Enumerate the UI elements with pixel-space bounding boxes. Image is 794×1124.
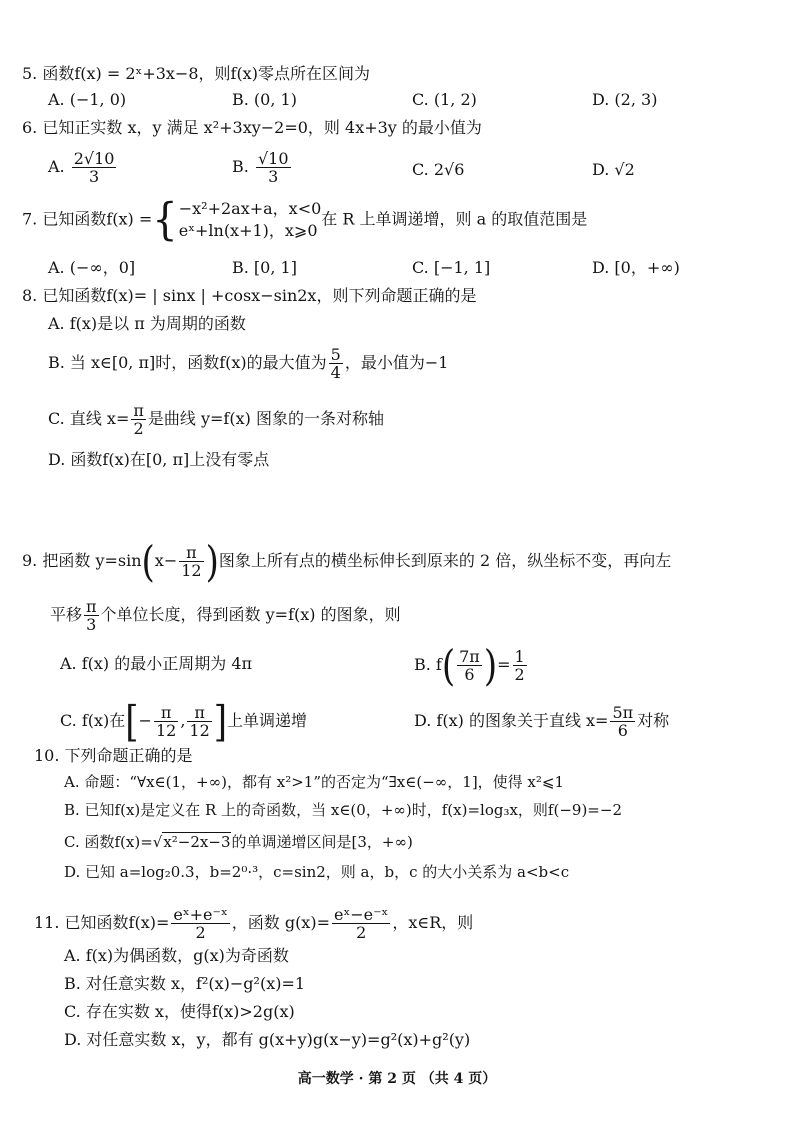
q8-option-b [48, 346, 448, 381]
q5-option-b: B. (0, 1) [232, 90, 297, 109]
piecewise-cases [179, 198, 322, 242]
q9-stem-fraction [179, 544, 203, 579]
q11-option-d: D. 对任意实数 x，y，都有 g(x+y)g(x−y)=g²(x)+g²(y) [64, 1030, 471, 1049]
q8-option-c-text: C. 直线 x= [48, 409, 130, 428]
q8-option-b-fraction [329, 346, 343, 381]
right-paren: ) [483, 640, 498, 691]
q10-option-b: B. 已知f(x)是定义在 R 上的奇函数，当 x∈(0，+∞)时，f(x)=log₃x，则f(−9)=−2 [64, 801, 622, 819]
left-paren: ( [141, 536, 155, 587]
q10-option-c [64, 832, 413, 852]
fraction-denominator: 6 [464, 665, 475, 684]
q11-option-b: B. 对任意实数 x，f²(x)−g²(x)=1 [64, 974, 306, 993]
minus-sign: − [138, 711, 152, 730]
fraction-numerator: 2√10 [73, 149, 115, 168]
fraction-numerator: eˣ+e⁻ˣ [173, 905, 228, 924]
q9-option-d-suffix: 对称 [637, 711, 670, 730]
q11-stem-middle: ，函数 g(x)= [231, 913, 330, 932]
q10-option-a: A. 命题：“∀x∈(1，+∞)，都有 x²>1”的否定为“∃x∈(−∞，1]，使得 x²⩽1 [64, 773, 565, 791]
right-bracket: ] [213, 696, 228, 747]
q9-stem-suffix: 图象上所有点的横坐标伸长到原来的 2 倍，纵坐标不变，再向左 [218, 551, 672, 570]
sqrt-symbol: √ [152, 833, 163, 851]
q8-option-a: A. f(x)是以 π 为周期的函数 [48, 314, 246, 333]
q5-option-a: A. (−1, 0) [48, 90, 127, 109]
q8-option-b-tail: ，最小值为−1 [344, 353, 449, 372]
q9-option-b [414, 640, 529, 691]
q8-option-c-fraction [131, 402, 146, 437]
fraction-denominator: 2 [133, 419, 144, 438]
fraction-denominator: 2 [195, 923, 206, 942]
piecewise-case-2: eˣ+ln(x+1)，x⩾0 [178, 221, 318, 240]
q10-stem: 10. 下列命题正确的是 [34, 746, 193, 765]
right-paren: ) [205, 536, 219, 587]
q9-stem-line2 [50, 598, 401, 633]
q6-option-b [232, 150, 293, 185]
q11-f-fraction [171, 906, 229, 941]
q11-option-a: A. f(x)为偶函数，g(x)为奇函数 [64, 946, 289, 965]
q8-option-b-text: B. 当 x∈[0, π]时，函数f(x)的最大值为 [48, 353, 327, 372]
fraction-numerator: 5 [330, 345, 341, 364]
q11-stem-suffix: ，x∈R，则 [392, 913, 474, 932]
q7-option-d: D. [0，+∞) [592, 258, 680, 277]
fraction-numerator: π [179, 544, 203, 562]
q11-g-fraction [332, 906, 390, 941]
q5-option-c: C. (1, 2) [412, 90, 477, 109]
q5-option-d: D. (2, 3) [592, 90, 658, 109]
page-footer: 高一数学 · 第 2 页 （共 4 页） [297, 1071, 497, 1087]
q7-stem [22, 194, 588, 246]
q9-option-d-fraction [610, 704, 635, 739]
q6-option-a-label: A. [48, 157, 65, 176]
q9-stem-prefix: 9. 把函数 y=sin [22, 551, 142, 570]
piecewise-case-1: −x²+2ax+a，x<0 [178, 199, 322, 218]
q11-stem [34, 906, 473, 941]
q7-option-b: B. [0, 1] [232, 258, 297, 277]
fraction-numerator: π [187, 704, 211, 722]
sqrt-radicand: x²−2x−3 [163, 833, 231, 851]
q6-option-a [48, 150, 118, 185]
fraction-numerator: 1 [514, 647, 525, 666]
fraction-numerator: eˣ−e⁻ˣ [333, 905, 389, 924]
q7-option-a: A. (−∞，0] [48, 258, 136, 277]
q8-stem: 8. 已知函数f(x)= | sinx | +cosx−sin2x，则下列命题正确的是 [22, 286, 477, 305]
q6-option-a-fraction [72, 150, 117, 185]
q9-stem [22, 536, 672, 587]
q7-stem-suffix: 在 R 上单调递增，则 a 的取值范围是 [321, 209, 588, 229]
q9-option-b-inner-fraction [457, 648, 482, 683]
fraction-denominator: 2 [514, 665, 525, 684]
piecewise-brace: { [152, 194, 178, 246]
fraction-denominator: 2 [356, 923, 367, 942]
q6-option-b-fraction [256, 150, 291, 185]
fraction-numerator: 5π [612, 703, 634, 722]
fraction-denominator: 6 [617, 721, 628, 740]
q9-option-c-prefix: C. f(x)在 [60, 711, 126, 730]
comma: , [180, 711, 186, 730]
fraction-denominator: 12 [189, 721, 210, 740]
fraction-numerator: 7π [459, 647, 480, 666]
q9-option-d-prefix: D. f(x) 的图象关于直线 x= [414, 711, 609, 730]
q6-option-b-label: B. [232, 157, 249, 176]
q9-option-c-suffix: 上单调递增 [227, 711, 308, 730]
q9-option-b-prefix: B. f [414, 655, 442, 674]
q6-stem: 6. 已知正实数 x，y 满足 x²+3xy−2=0，则 4x+3y 的最小值为 [22, 118, 482, 137]
q9-option-c [60, 696, 308, 747]
fraction-numerator: π [154, 704, 178, 722]
fraction-denominator: 3 [86, 615, 97, 634]
fraction-denominator: 3 [268, 167, 279, 186]
q11-stem-prefix: 11. 已知函数f(x)= [34, 913, 170, 932]
q10-option-d: D. 已知 a=log₂0.3，b=2⁰·³，c=sin2，则 a，b，c 的大小关系为 a<b<c [64, 863, 570, 881]
q9-line2-prefix: 平移 [50, 605, 83, 624]
q8-option-c [48, 402, 384, 437]
q9-stem-inner: x− [154, 551, 178, 570]
left-bracket: [ [125, 696, 139, 747]
equals-sign: = [497, 655, 511, 674]
q6-option-c: C. 2√6 [412, 160, 465, 179]
q6-option-d: D. √2 [592, 160, 635, 179]
q7-option-c: C. [−1, 1] [412, 258, 491, 277]
fraction-denominator: 4 [330, 363, 341, 382]
q9-line2-fraction [84, 598, 99, 633]
q8-option-c-tail: 是曲线 y=f(x) 图象的一条对称轴 [147, 409, 384, 428]
q10-option-c-prefix: C. 函数f(x)= [64, 833, 153, 851]
fraction-numerator: π [86, 597, 97, 616]
q11-option-c: C. 存在实数 x，使得f(x)>2g(x) [64, 1002, 295, 1021]
fraction-denominator: 12 [155, 721, 177, 740]
left-paren: ( [441, 640, 456, 691]
fraction-numerator: √10 [257, 149, 289, 168]
q9-option-b-value-fraction [513, 648, 527, 683]
q9-option-d [414, 704, 669, 739]
fraction-numerator: π [133, 401, 144, 420]
q9-option-a: A. f(x) 的最小正周期为 4π [60, 654, 253, 673]
q9-option-c-fraction-1 [154, 704, 178, 739]
q10-option-c-suffix: 的单调递增区间是[3，+∞) [231, 833, 413, 851]
fraction-denominator: 12 [181, 561, 202, 580]
q5-stem: 5. 函数f(x) = 2ˣ+3x−8，则f(x)零点所在区间为 [22, 64, 370, 83]
q9-option-c-fraction-2 [187, 704, 211, 739]
q7-stem-prefix: 7. 已知函数f(x) = [22, 209, 153, 229]
fraction-denominator: 3 [89, 167, 100, 186]
q8-option-d: D. 函数f(x)在[0, π]上没有零点 [48, 450, 270, 469]
q9-line2-suffix: 个单位长度，得到函数 y=f(x) 的图象，则 [100, 605, 401, 624]
